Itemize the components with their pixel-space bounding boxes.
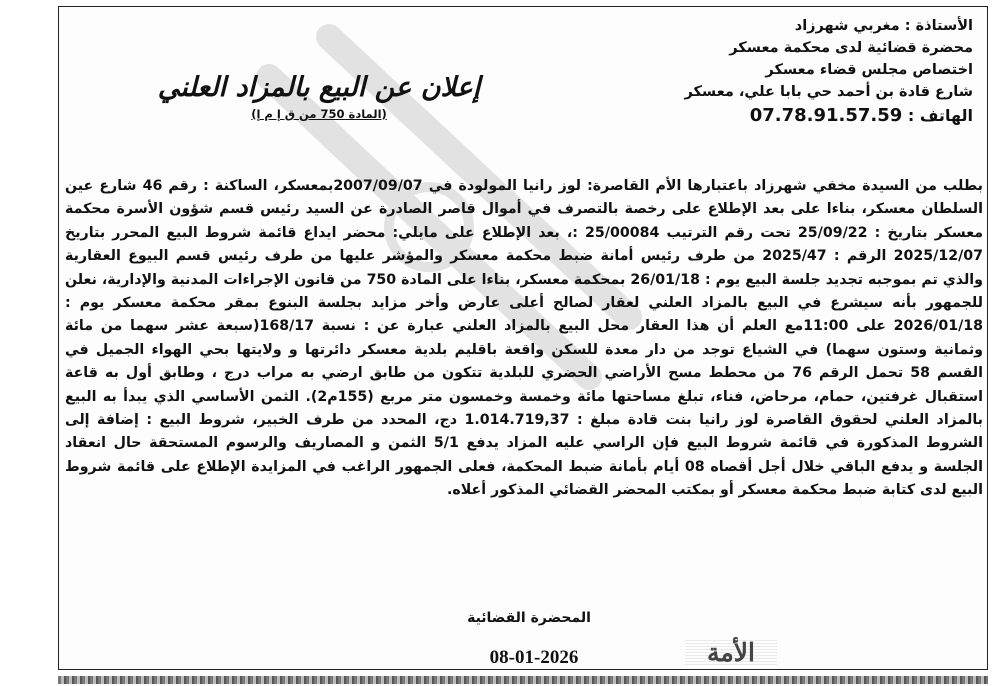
notice-frame (58, 6, 988, 670)
phone-row (573, 105, 973, 127)
bailiff-office-header (573, 15, 973, 127)
page-edge-strip (58, 676, 988, 684)
bailiff-jurisdiction: اختصاص مجلس قضاء معسكر (765, 62, 973, 78)
bailiff-court: محضرة قضائية لدى محكمة معسكر (729, 40, 973, 56)
publication-date: 08-01-2026 (459, 647, 609, 670)
bailiff-name: الأستاذة : مغربي شهرزاد (794, 18, 973, 34)
notice-title: إعلان عن البيع بالمزاد العلني (157, 72, 481, 103)
bailiff-address: شارع قادة بن أحمد حي بابا علي، معسكر (684, 84, 973, 100)
signature: المحضرة القضائية (467, 610, 591, 626)
notice-body: بطلب من السيدة مخفي شهرزاد باعتبارها الأم القاصرة: لوز رانيا المولودة في 2007/09/07بمعسكر، الساكنة : رقم 46 شارع عين السلطان معسكر، بناءا على بعد الإطلاع على رخصة بالتصرف في أموال قاصر الصادرة عن السيد رئيس قسم شؤون الأسرة محكمة معسكر بتاريخ : 25/09/22 تحت رقم الترتيب 25/00084 :، بعد الإطلاع على مايلي: محضر ايداع قائمة شروط البيع المحرر بتاريخ 2025/12/07 الرقم : 2025/47 من طرف رئيس أمانة ضبط محكمة معسكر والمؤشر عليها من طرف رئيس قسم البيوع العقارية والذي تم بموجبه تجديد جلسة البيع يوم : 26/01/18 بمحكمة معسكر، بناءا على المادة 750 من قانون الإجراءات المدنية والإدارية، نعلن للجمهور بأنه سيشرع في البيع بالمزاد العلني لعقار لصالح أعلى عارض وأخر مزايد بجلسة البنوع بمقر محكمة معسكر يوم : 2026/01/18 على 11:00مع العلم أن هذا العقار محل البيع بالمزاد العلني عبارة عن : نسبة 168/17(سبعة عشر سهما من مائة وثمانية وستون سهما) في الشياع توجد من دار معدة للسكن واقعة باقليم بلدية معسكر دائرتها و ولايتها بحي الهواء الجميل في القسم 58 تحمل الرقم 76 من محطط مسح الأراضي الحضري للبلدية تتكون من طابق ارضي به مراب درج ، وطابق أول به قاعة استقبال غرفتين، حمام، مرحاض، فناء، تبلغ مساحتها مائة وخمسة وخمسون متر مربع (155م2). الثمن الأساسي الذي يبدأ به البيع بالمزاد العلني لحقوق القاصرة لوز رانيا بنت قادة مبلغ : 1.014.719,37 دج، المحدد من طرف الخبير، شروط البيع : إضافة إلى الشروط المذكورة في قائمة شروط البيع فإن الراسي عليه المزاد يدفع 5/1 الثمن و المصاريف والرسوم المستحقة حال انعقاد الجلسة و يدفع الباقي خلال أجل أقصاه 08 أيام بأمانة ضبط المحكمة، فعلى الجمهور الراغب في المزايدة الإطلاع على قائمة شروط البيع لدى كتابة ضبط محكمة معسكر أو بمكتب المحضر القضائي المذكور أعلاه. (65, 178, 983, 499)
notice-title-block (99, 71, 539, 121)
publication-logo: الأمة (685, 639, 777, 667)
legal-article-reference: (المادة 750 من ق إ م إ) (251, 107, 387, 121)
phone-label: الهاتف : (907, 106, 973, 125)
phone-number: 07.78.91.57.59 (749, 105, 903, 126)
